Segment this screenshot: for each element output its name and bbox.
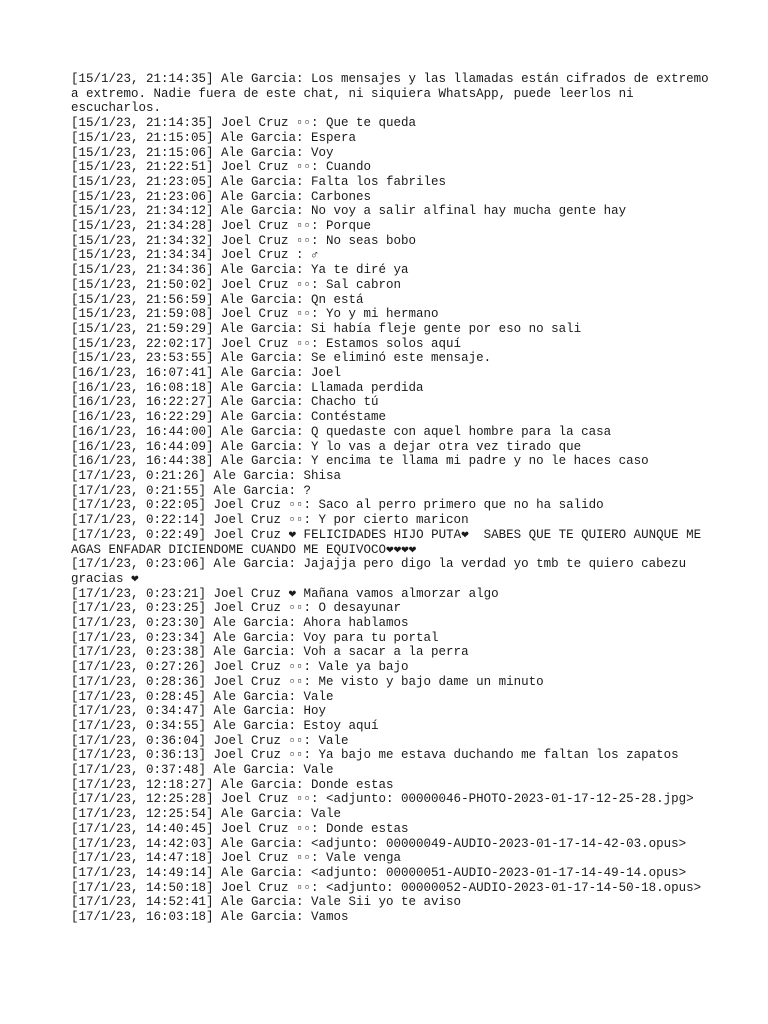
- message-line: [15/1/23, 21:15:06] Ale Garcia: Voy: [71, 145, 334, 160]
- message-line: [17/1/23, 0:23:34] Ale Garcia: Voy para tu portal: [71, 630, 439, 645]
- message-line: [17/1/23, 0:22:14] Joel Cruz ▫▫: Y por cierto maricon: [71, 513, 469, 528]
- message-line: [17/1/23, 12:25:28] Joel Cruz ▫▫: <adjunto: 00000046-PHOTO-2023-01-17-12-25-28.jpg>: [71, 792, 694, 807]
- message-line: [17/1/23, 0:23:21] Joel Cruz ❤ Mañana vamos almorzar algo: [71, 586, 499, 601]
- message-line: [17/1/23, 0:23:06] Ale Garcia: Jajajja pero digo la verdad yo tmb te quiero cabezu gracias ❤: [71, 557, 694, 586]
- message-line: [17/1/23, 0:34:47] Ale Garcia: Hoy: [71, 704, 327, 719]
- message-line: [15/1/23, 21:56:59] Ale Garcia: Qn está: [71, 292, 364, 307]
- message-line: [15/1/23, 21:50:02] Joel Cruz ▫▫: Sal cabron: [71, 277, 402, 292]
- message-line: [15/1/23, 23:53:55] Ale Garcia: Se eliminó este mensaje.: [71, 351, 492, 366]
- message-line: [17/1/23, 0:23:38] Ale Garcia: Voh a sacar a la perra: [71, 645, 469, 660]
- message-line: [16/1/23, 16:07:41] Ale Garcia: Joel: [71, 366, 342, 381]
- message-line: [17/1/23, 16:03:18] Ale Garcia: Vamos: [71, 910, 349, 925]
- message-line: [17/1/23, 0:28:36] Joel Cruz ▫▫: Me visto y bajo dame un minuto: [71, 674, 544, 689]
- message-line: [15/1/23, 21:59:08] Joel Cruz ▫▫: Yo y mi hermano: [71, 307, 439, 322]
- message-line: [17/1/23, 12:25:54] Ale Garcia: Vale: [71, 807, 342, 822]
- message-line: [15/1/23, 21:34:12] Ale Garcia: No voy a salir alfinal hay mucha gente hay: [71, 204, 627, 219]
- message-line: [17/1/23, 0:34:55] Ale Garcia: Estoy aquí: [71, 718, 379, 733]
- message-line: [16/1/23, 16:44:09] Ale Garcia: Y lo vas a dejar otra vez tirado que: [71, 439, 582, 454]
- message-line: [17/1/23, 14:47:18] Joel Cruz ▫▫: Vale venga: [71, 851, 402, 866]
- message-line: [15/1/23, 21:14:35] Joel Cruz ▫▫: Que te queda: [71, 116, 417, 131]
- message-line: [17/1/23, 14:49:14] Ale Garcia: <adjunto: 00000051-AUDIO-2023-01-17-14-49-14.opus>: [71, 865, 687, 880]
- message-line: [17/1/23, 0:23:30] Ale Garcia: Ahora hablamos: [71, 616, 409, 631]
- message-line: [17/1/23, 0:21:26] Ale Garcia: Shisa: [71, 468, 342, 483]
- message-line: [15/1/23, 21:34:36] Ale Garcia: Ya te diré ya: [71, 263, 409, 278]
- message-line: [15/1/23, 21:23:05] Ale Garcia: Falta los fabriles: [71, 174, 447, 189]
- message-line: [15/1/23, 21:15:05] Ale Garcia: Espera: [71, 130, 357, 145]
- message-line: [15/1/23, 21:59:29] Ale Garcia: Si había fleje gente por eso no sali: [71, 321, 582, 336]
- message-line: [16/1/23, 16:44:00] Ale Garcia: Q quedaste con aquel hombre para la casa: [71, 424, 612, 439]
- message-line: [17/1/23, 14:42:03] Ale Garcia: <adjunto: 00000049-AUDIO-2023-01-17-14-42-03.opus>: [71, 836, 687, 851]
- message-line: [17/1/23, 0:36:04] Joel Cruz ▫▫: Vale: [71, 733, 349, 748]
- message-line: [16/1/23, 16:08:18] Ale Garcia: Llamada perdida: [71, 380, 424, 395]
- message-line: [17/1/23, 0:22:05] Joel Cruz ▫▫: Saco al perro primero que no ha salido: [71, 498, 604, 513]
- message-line: [17/1/23, 0:28:45] Ale Garcia: Vale: [71, 689, 334, 704]
- message-line: [17/1/23, 0:36:13] Joel Cruz ▫▫: Ya bajo me estava duchando me faltan los zapatos: [71, 748, 679, 763]
- message-line: [17/1/23, 14:52:41] Ale Garcia: Vale Sii yo te aviso: [71, 895, 462, 910]
- message-line: [17/1/23, 12:18:27] Ale Garcia: Donde estas: [71, 777, 394, 792]
- message-line: [15/1/23, 21:14:35] Ale Garcia: Los mensajes y las llamadas están cifrados de extremo a extremo. Nadie fuera de este chat, ni siquiera WhatsApp, puede leerlos ni escucharlos.: [71, 72, 717, 116]
- message-line: [16/1/23, 16:22:27] Ale Garcia: Chacho tú: [71, 395, 379, 410]
- message-line: [16/1/23, 16:44:38] Ale Garcia: Y encima te llama mi padre y no le haces caso: [71, 454, 649, 469]
- message-line: [15/1/23, 21:34:32] Joel Cruz ▫▫: No seas bobo: [71, 233, 417, 248]
- message-line: [15/1/23, 22:02:17] Joel Cruz ▫▫: Estamos solos aquí: [71, 336, 462, 351]
- message-line: [15/1/23, 21:22:51] Joel Cruz ▫▫: Cuando: [71, 160, 372, 175]
- message-line: [15/1/23, 21:23:06] Ale Garcia: Carbones: [71, 189, 372, 204]
- message-line: [17/1/23, 0:21:55] Ale Garcia: ?: [71, 483, 312, 498]
- message-line: [17/1/23, 0:23:25] Joel Cruz ▫▫: O desayunar: [71, 601, 402, 616]
- message-line: [17/1/23, 0:37:48] Ale Garcia: Vale: [71, 763, 334, 778]
- message-line: [17/1/23, 14:40:45] Joel Cruz ▫▫: Donde estas: [71, 821, 409, 836]
- chat-transcript: [71, 72, 717, 925]
- message-line: [15/1/23, 21:34:34] Joel Cruz : ♂: [71, 248, 319, 263]
- message-line: [15/1/23, 21:34:28] Joel Cruz ▫▫: Porque: [71, 219, 372, 234]
- message-line: [17/1/23, 0:27:26] Joel Cruz ▫▫: Vale ya bajo: [71, 660, 409, 675]
- message-line: [17/1/23, 0:22:49] Joel Cruz ❤ FELICIDADES HIJO PUTA❤ SABES QUE TE QUIERO AUNQUE ME AGAS ENFADAR DICIENDOME CUANDO ME EQUIVOCO❤❤❤❤: [71, 527, 709, 557]
- message-line: [16/1/23, 16:22:29] Ale Garcia: Contéstame: [71, 410, 387, 425]
- message-line: [17/1/23, 14:50:18] Joel Cruz ▫▫: <adjunto: 00000052-AUDIO-2023-01-17-14-50-18.opus>: [71, 880, 702, 895]
